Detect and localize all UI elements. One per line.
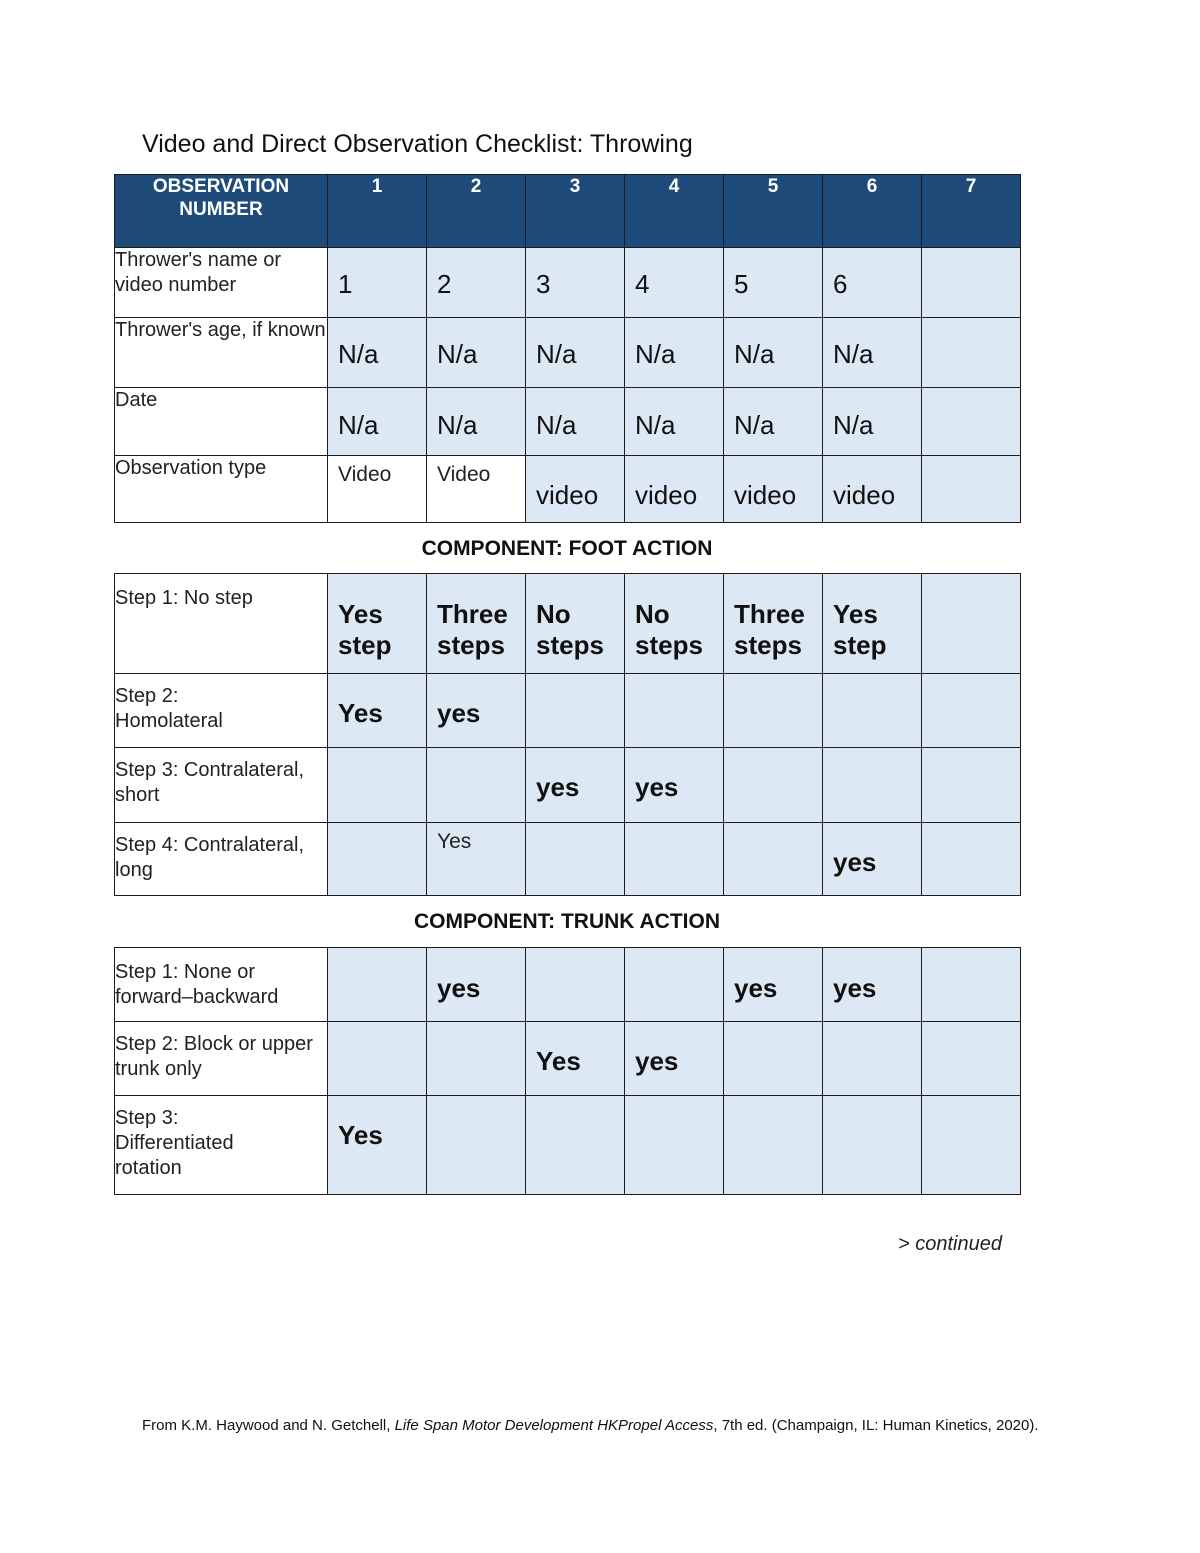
table-cell bbox=[625, 948, 724, 1022]
table-cell: yes bbox=[625, 748, 724, 823]
table-row bbox=[115, 574, 1021, 674]
table-cell: Video bbox=[328, 456, 427, 523]
row-label: Step 2: Homolateral bbox=[115, 674, 328, 748]
row-label: Step 3: Contralateral, short bbox=[115, 748, 328, 823]
table-cell: N/a bbox=[328, 388, 427, 456]
table-cell: video bbox=[724, 456, 823, 523]
table-cell bbox=[724, 1096, 823, 1195]
table-cell bbox=[526, 674, 625, 748]
table-cell bbox=[724, 1022, 823, 1096]
source-citation bbox=[142, 1414, 1062, 1438]
table-cell bbox=[625, 823, 724, 896]
citation-book-title: Life Span Motor Development HKPropel Access bbox=[394, 1417, 714, 1434]
table-cell bbox=[427, 1022, 526, 1096]
table-cell bbox=[823, 1096, 922, 1195]
table-cell bbox=[724, 748, 823, 823]
column-header: 3 bbox=[526, 175, 625, 248]
table-cell: 3 bbox=[526, 248, 625, 318]
table-cell bbox=[922, 823, 1021, 896]
table-cell: yes bbox=[427, 674, 526, 748]
trunk-action-table bbox=[114, 947, 1021, 1195]
row-label: Observation type bbox=[115, 456, 328, 523]
table-cell: yes bbox=[427, 948, 526, 1022]
foot-action-heading: COMPONENT: FOOT ACTION bbox=[421, 537, 713, 560]
table-cell: No steps bbox=[625, 574, 724, 674]
table-cell bbox=[922, 748, 1021, 823]
table-cell: 4 bbox=[625, 248, 724, 318]
table-cell: 1 bbox=[328, 248, 427, 318]
table-cell: N/a bbox=[625, 388, 724, 456]
table-cell bbox=[823, 1022, 922, 1096]
header-row bbox=[115, 175, 1021, 248]
table-cell: yes bbox=[823, 823, 922, 896]
page-title: Video and Direct Observation Checklist: Throwing bbox=[142, 130, 693, 158]
table-cell bbox=[922, 318, 1021, 388]
table-cell bbox=[328, 948, 427, 1022]
table-row bbox=[115, 674, 1021, 748]
table-cell: yes bbox=[823, 948, 922, 1022]
table-cell bbox=[526, 1096, 625, 1195]
table-cell: N/a bbox=[328, 318, 427, 388]
table-cell bbox=[526, 948, 625, 1022]
row-label: Step 3: Differentiated rotation bbox=[115, 1096, 328, 1195]
table-cell bbox=[922, 456, 1021, 523]
table-row bbox=[115, 456, 1021, 523]
table-cell: Yes step bbox=[823, 574, 922, 674]
table-cell bbox=[823, 674, 922, 748]
table-cell bbox=[922, 388, 1021, 456]
table-cell bbox=[922, 674, 1021, 748]
table-row bbox=[115, 748, 1021, 823]
table-cell: N/a bbox=[724, 318, 823, 388]
table-cell: yes bbox=[724, 948, 823, 1022]
table-cell: Three steps bbox=[427, 574, 526, 674]
table-cell: video bbox=[823, 456, 922, 523]
table-cell: Yes bbox=[427, 823, 526, 896]
table-cell: N/a bbox=[823, 318, 922, 388]
column-header: 5 bbox=[724, 175, 823, 248]
row-label: Step 1: No step bbox=[115, 574, 328, 674]
table-cell: N/a bbox=[526, 318, 625, 388]
row-label: Thrower's name or video number bbox=[115, 248, 328, 318]
citation-suffix: , 7th ed. (Champaign, IL: Human Kinetics, 2020). bbox=[713, 1417, 1039, 1434]
table-cell: video bbox=[526, 456, 625, 523]
table-cell: 6 bbox=[823, 248, 922, 318]
table-cell bbox=[724, 823, 823, 896]
table-cell: Yes bbox=[328, 1096, 427, 1195]
row-label: Date bbox=[115, 388, 328, 456]
observation-number-header: OBSERVATION NUMBER bbox=[115, 175, 328, 248]
table-cell: Yes step bbox=[328, 574, 427, 674]
table-cell bbox=[823, 748, 922, 823]
table-row bbox=[115, 388, 1021, 456]
table-cell bbox=[922, 574, 1021, 674]
row-label: Thrower's age, if known bbox=[115, 318, 328, 388]
table-cell: Video bbox=[427, 456, 526, 523]
table-cell bbox=[427, 1096, 526, 1195]
trunk-action-heading: COMPONENT: TRUNK ACTION bbox=[413, 910, 721, 933]
table-cell: N/a bbox=[427, 388, 526, 456]
table-cell bbox=[922, 1096, 1021, 1195]
table-cell: N/a bbox=[427, 318, 526, 388]
continued-note: > continued bbox=[898, 1233, 1002, 1255]
table-row bbox=[115, 318, 1021, 388]
table-cell: 2 bbox=[427, 248, 526, 318]
citation-prefix: From K.M. Haywood and N. Getchell, bbox=[142, 1417, 395, 1434]
table-row bbox=[115, 248, 1021, 318]
table-cell: N/a bbox=[823, 388, 922, 456]
column-header: 1 bbox=[328, 175, 427, 248]
table-cell: Yes bbox=[526, 1022, 625, 1096]
table-cell bbox=[526, 823, 625, 896]
table-row bbox=[115, 948, 1021, 1022]
table-cell: N/a bbox=[526, 388, 625, 456]
table-cell bbox=[328, 1022, 427, 1096]
column-header: 7 bbox=[922, 175, 1021, 248]
table-cell: Three steps bbox=[724, 574, 823, 674]
table-cell: yes bbox=[526, 748, 625, 823]
table-cell: N/a bbox=[625, 318, 724, 388]
table-cell bbox=[328, 823, 427, 896]
table-cell bbox=[625, 1096, 724, 1195]
table-cell bbox=[625, 674, 724, 748]
table-cell: 5 bbox=[724, 248, 823, 318]
table-row bbox=[115, 1096, 1021, 1195]
column-header: 4 bbox=[625, 175, 724, 248]
table-row bbox=[115, 823, 1021, 896]
table-cell bbox=[427, 748, 526, 823]
table-cell bbox=[922, 248, 1021, 318]
table-cell bbox=[328, 748, 427, 823]
foot-action-table bbox=[114, 573, 1021, 896]
table-row bbox=[115, 1022, 1021, 1096]
table-cell bbox=[724, 674, 823, 748]
info-table bbox=[114, 174, 1021, 523]
table-cell: N/a bbox=[724, 388, 823, 456]
column-header: 2 bbox=[427, 175, 526, 248]
column-header: 6 bbox=[823, 175, 922, 248]
table-cell: yes bbox=[625, 1022, 724, 1096]
table-cell: video bbox=[625, 456, 724, 523]
row-label: Step 4: Contralateral, long bbox=[115, 823, 328, 896]
table-cell: No steps bbox=[526, 574, 625, 674]
table-cell bbox=[922, 948, 1021, 1022]
table-cell: Yes bbox=[328, 674, 427, 748]
table-cell bbox=[922, 1022, 1021, 1096]
row-label: Step 1: None or forward–backward bbox=[115, 948, 328, 1022]
row-label: Step 2: Block or upper trunk only bbox=[115, 1022, 328, 1096]
